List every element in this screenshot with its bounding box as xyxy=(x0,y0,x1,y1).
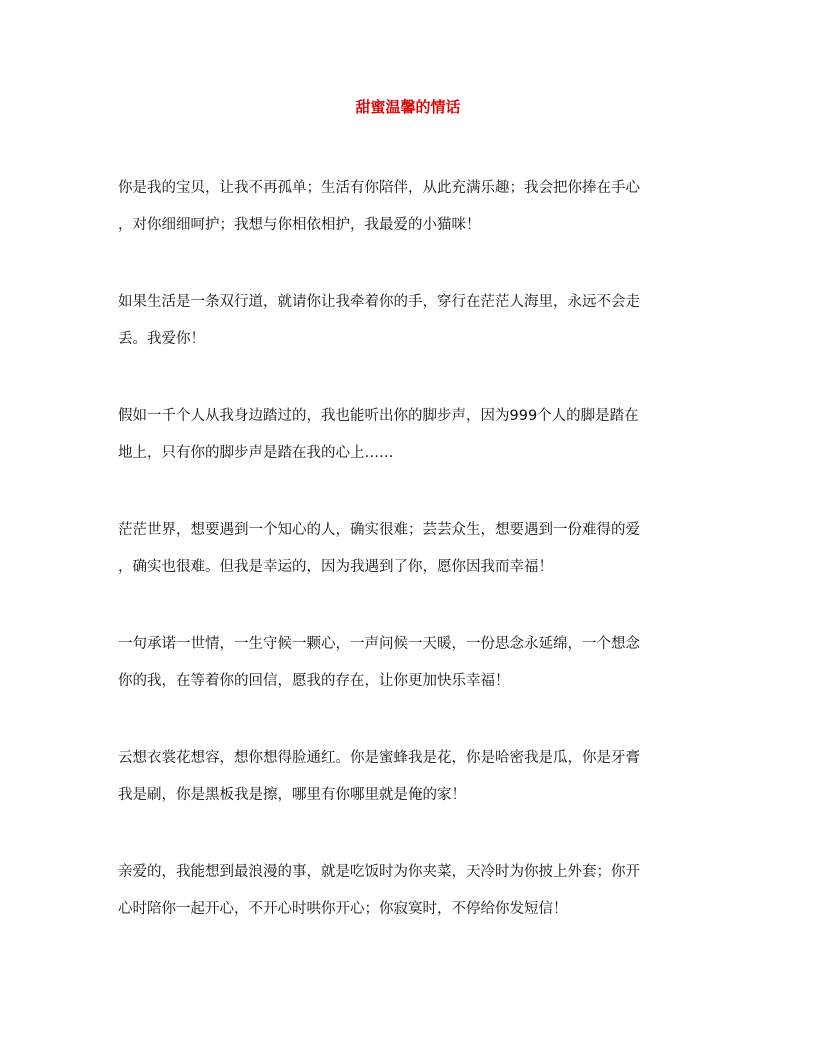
paragraph-line: 一句承诺一世情，一生守候一颗心，一声问候一天暖，一份思念永延绵，一个想念 xyxy=(118,636,640,652)
paragraph-line: 亲爱的，我能想到最浪漫的事，就是吃饭时为你夹菜，天冷时为你披上外套；你开 xyxy=(118,864,640,880)
paragraph xyxy=(118,512,702,586)
paragraph xyxy=(118,170,702,244)
paragraph-line: ，确实也很难。但我是幸运的，因为我遇到了你，愿你因我而幸福！ xyxy=(118,559,553,575)
paragraph-line: 云想衣裳花想容，想你想得脸通红。你是蜜蜂我是花，你是哈密我是瓜，你是牙膏 xyxy=(118,750,640,766)
paragraph xyxy=(118,284,702,358)
paragraph-line: 你的我，在等着你的回信，愿我的存在，让你更加快乐幸福！ xyxy=(118,673,510,689)
paragraph xyxy=(118,398,702,472)
paragraph-line: 如果生活是一条双行道，就请你让我牵着你的手，穿行在茫茫人海里，永远不会走 xyxy=(118,294,640,310)
paragraph-line: 我是刷，你是黑板我是擦，哪里有你哪里就是俺的家！ xyxy=(118,787,466,803)
paragraph xyxy=(118,740,702,814)
paragraph-line: 你是我的宝贝，让我不再孤单；生活有你陪伴，从此充满乐趣；我会把你捧在手心 xyxy=(118,180,640,196)
paragraph-line: 丢。我爱你！ xyxy=(118,331,205,347)
page-title: 甜蜜温馨的情话 xyxy=(355,98,461,116)
paragraph-line: ，对你细细呵护；我想与你相依相护，我最爱的小猫咪！ xyxy=(118,217,481,233)
paragraph-line: 心时陪你一起开心，不开心时哄你开心；你寂寞时，不停给你发短信！ xyxy=(118,901,568,917)
paragraph xyxy=(118,854,702,928)
paragraph-line: 茫茫世界，想要遇到一个知心的人，确实很难；芸芸众生，想要遇到一份难得的爱 xyxy=(118,522,640,538)
paragraph-line: 地上，只有你的脚步声是踏在我的心上…… xyxy=(118,445,394,461)
paragraph xyxy=(118,626,702,700)
paragraph-line: 假如一千个人从我身边踏过的，我也能听出你的脚步声，因为999个人的脚是踏在 xyxy=(118,408,639,424)
